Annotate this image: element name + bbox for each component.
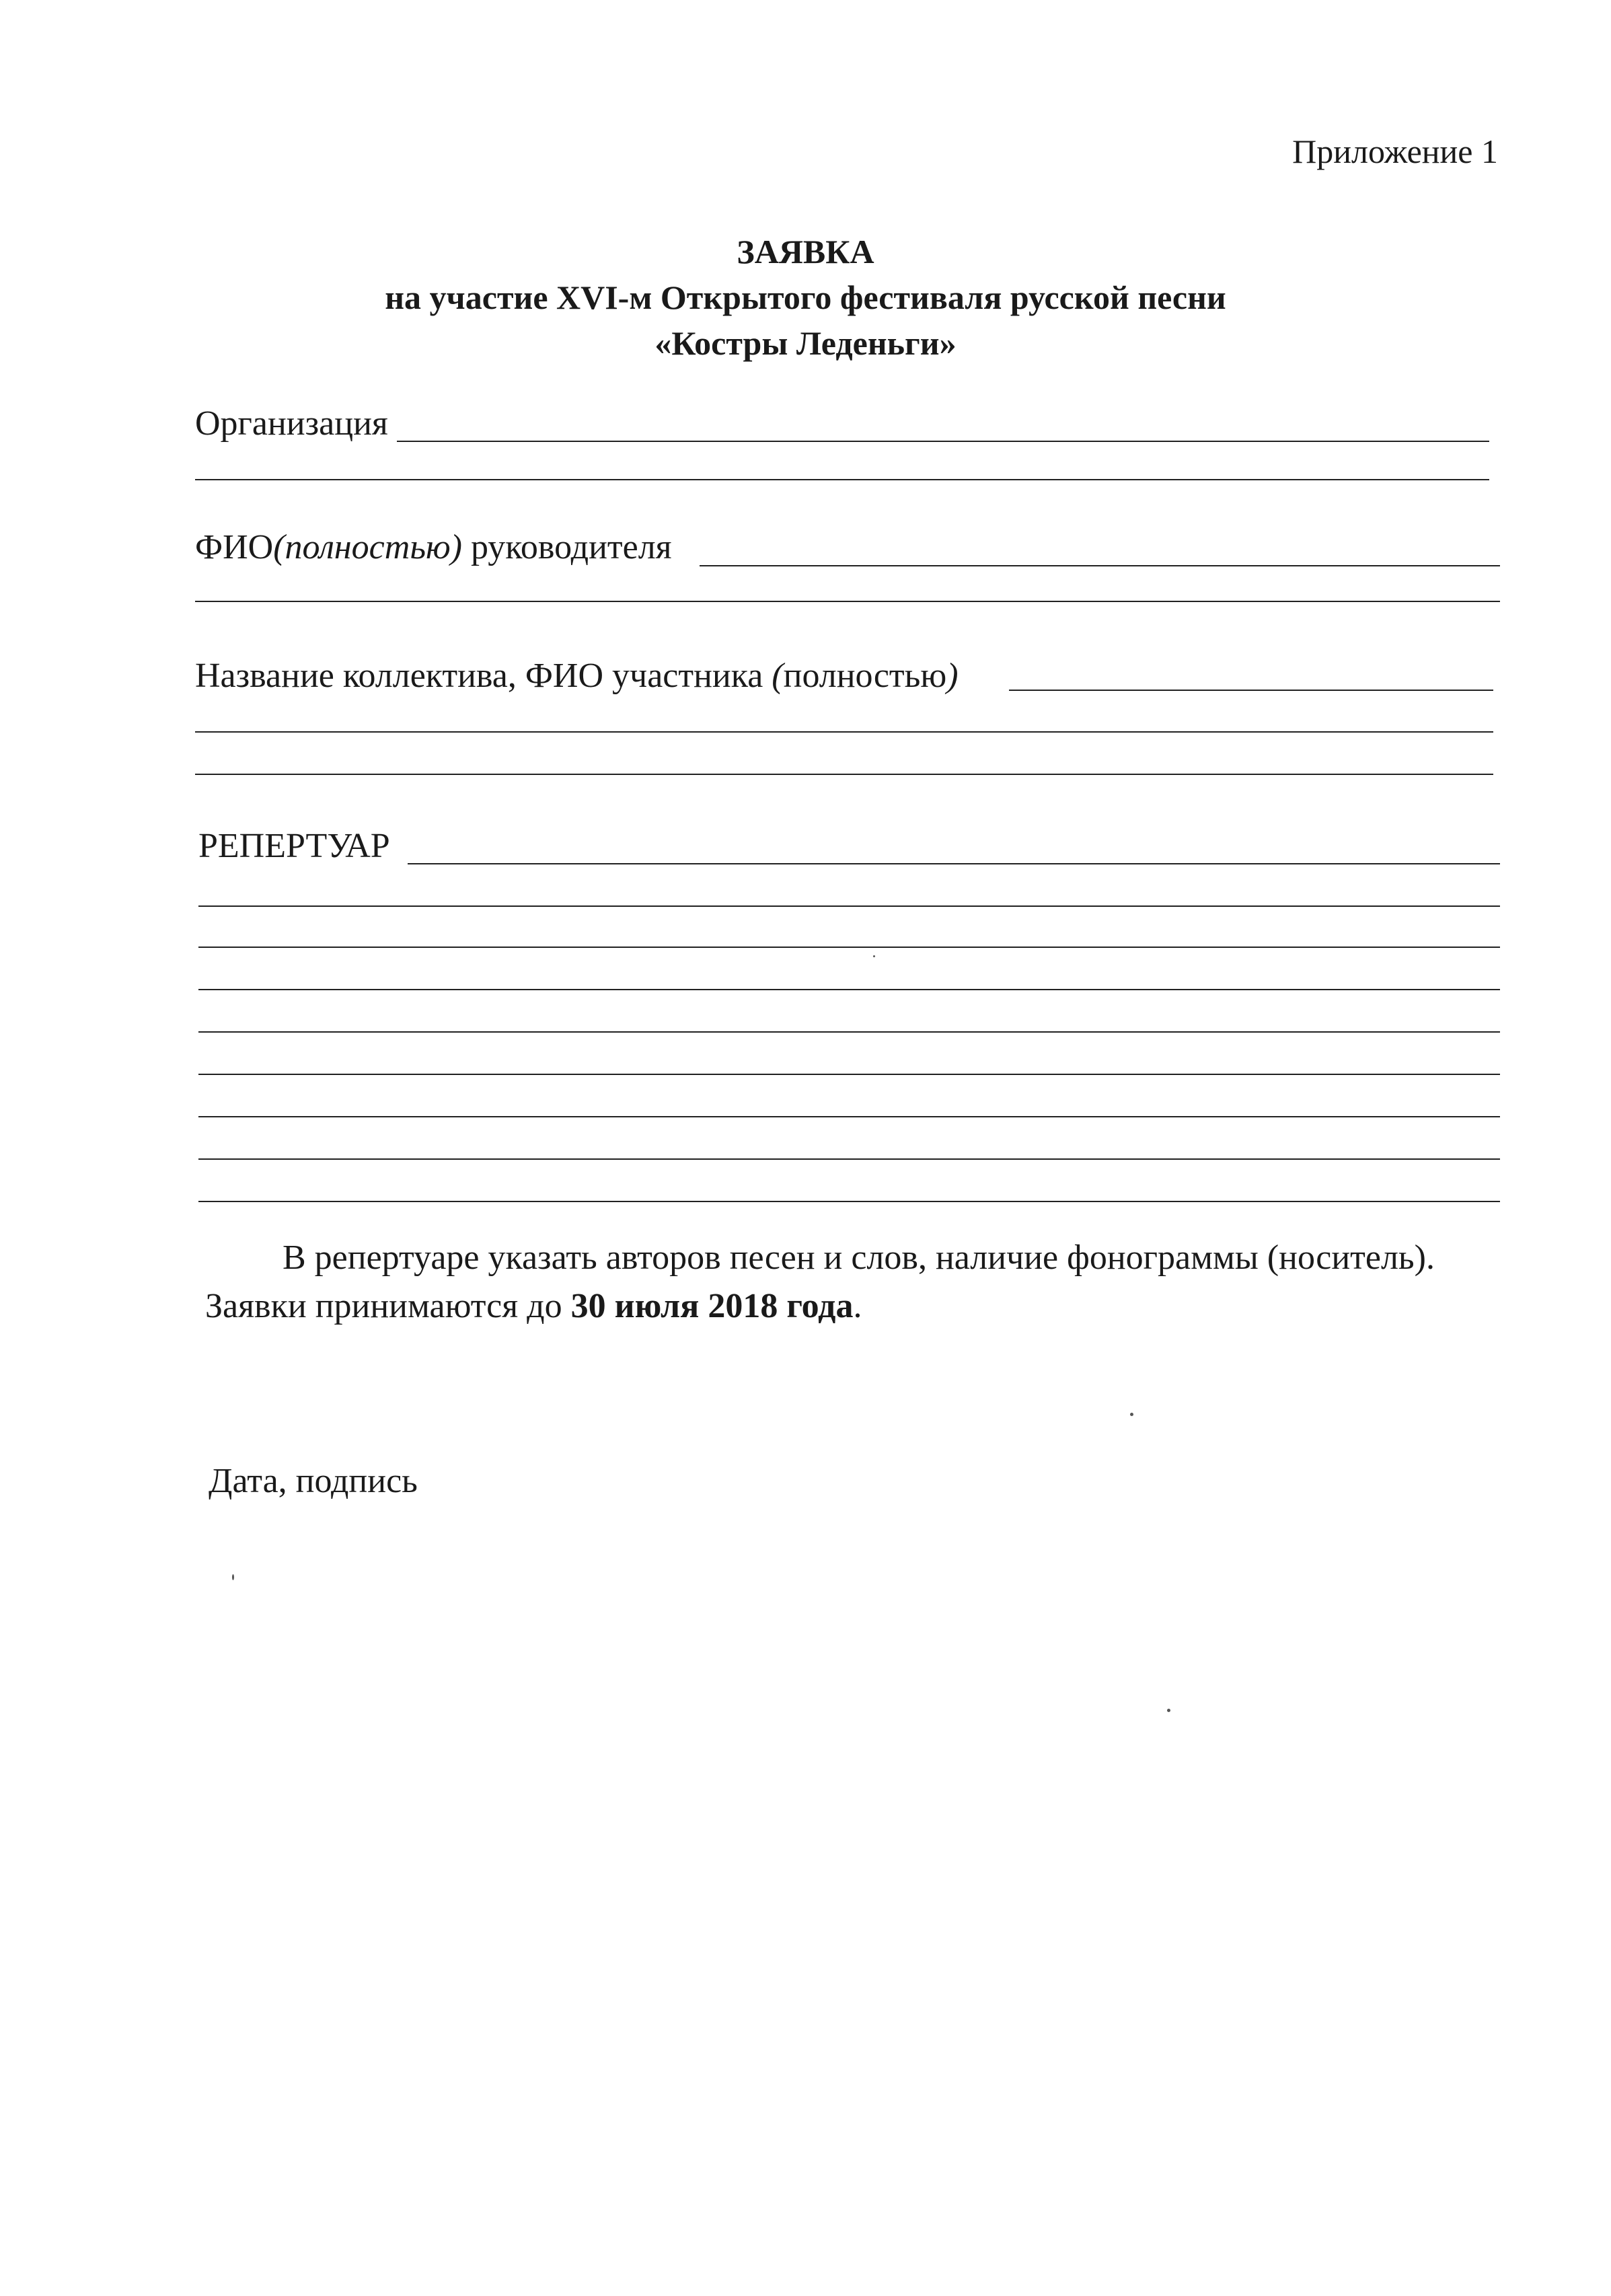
repertoire-note: В репертуаре указать авторов песен и слов, наличие фонограммы (носитель). <box>283 1238 1435 1277</box>
leader-line-1[interactable] <box>700 565 1500 566</box>
leader-label-italic: (полностью) <box>273 528 462 566</box>
organization-line-1[interactable] <box>397 441 1489 442</box>
scan-speck <box>1167 1709 1170 1712</box>
organization-label: Организация <box>195 404 388 443</box>
repertoire-line-2[interactable] <box>198 905 1500 907</box>
group-label-paren-close: ) <box>946 657 959 695</box>
repertoire-line-1[interactable] <box>408 863 1500 864</box>
title-line-3: «Костры Леденьги» <box>654 324 957 362</box>
leader-line-2[interactable] <box>195 601 1500 602</box>
scan-speck <box>1130 1413 1133 1416</box>
repertoire-line-4[interactable] <box>198 989 1500 990</box>
repertoire-line-9[interactable] <box>198 1201 1500 1202</box>
group-label-paren-open: ( <box>772 657 784 695</box>
deadline-date: 30 июля 2018 года <box>570 1287 854 1325</box>
repertoire-label: РЕПЕРТУАР <box>198 827 390 865</box>
group-label <box>195 656 959 696</box>
document-title <box>0 229 1611 366</box>
deadline-suffix: . <box>853 1287 862 1325</box>
leader-label-suffix: руководителя <box>461 528 672 566</box>
deadline-note <box>205 1286 862 1326</box>
title-line-2: на участие XVI-м Открытого фестиваля русской песни <box>385 279 1226 316</box>
organization-line-2[interactable] <box>195 479 1489 480</box>
group-line-3[interactable] <box>195 774 1493 775</box>
leader-label-prefix: ФИО <box>195 528 274 566</box>
leader-label <box>195 527 672 567</box>
repertoire-line-7[interactable] <box>198 1116 1500 1117</box>
group-label-prefix: Название коллектива, ФИО участника <box>195 657 772 695</box>
appendix-label: Приложение 1 <box>1292 133 1498 170</box>
scan-speck <box>873 955 875 957</box>
group-label-text: полностью <box>783 657 947 695</box>
signature-label: Дата, подпись <box>209 1462 418 1500</box>
group-line-1[interactable] <box>1009 690 1493 691</box>
scan-speck <box>232 1574 234 1580</box>
title-line-1: ЗАЯВКА <box>737 233 874 270</box>
repertoire-line-5[interactable] <box>198 1031 1500 1033</box>
repertoire-line-8[interactable] <box>198 1158 1500 1160</box>
repertoire-line-3[interactable] <box>198 947 1500 948</box>
group-line-2[interactable] <box>195 731 1493 733</box>
deadline-prefix: Заявки принимаются до <box>205 1287 571 1325</box>
repertoire-line-6[interactable] <box>198 1074 1500 1075</box>
